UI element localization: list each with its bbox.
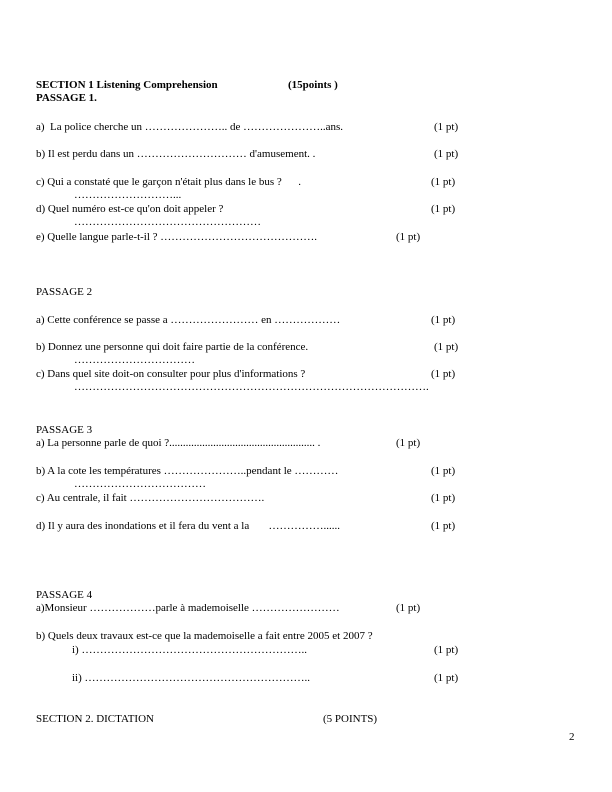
p3-question-b: b) A la cote les températures …………………..pendant le ………… [36,465,339,477]
p4-question-a: a)Monsieur ………………parle à mademoiselle …………………… [36,602,340,614]
p1-question-a-points: (1 pt) [434,121,459,133]
passage2-heading: PASSAGE 2 [36,286,93,298]
section2-points: (5 POINTS) [323,713,378,725]
p3-question-a-points: (1 pt) [396,437,421,449]
p1-question-d: d) Quel numéro est-ce qu'on doit appeler ? [36,203,224,215]
p3-question-d-points: (1 pt) [431,520,456,532]
p2-question-a-points: (1 pt) [431,314,456,326]
p1-question-c-answer-line: ………………………... [74,189,182,201]
section1-points: (15points ) [288,79,338,91]
p3-question-b-answer-line: ……………………………… [74,478,206,490]
p1-question-d-points: (1 pt) [431,203,456,215]
p2-question-c-answer-line: ……………………………………………………………………………………. [74,381,429,393]
p1-question-d-answer-line: …………………………………………… [74,216,261,228]
p4-question-b-item-i-points: (1 pt) [434,644,459,656]
p3-question-c-points: (1 pt) [431,492,456,504]
section2-title: SECTION 2. DICTATION [36,713,154,725]
p4-question-b-item-ii: ii) …………………………………………………….. [72,672,311,684]
p2-question-b-answer-line: …………………………… [74,354,195,366]
p4-question-a-points: (1 pt) [396,602,421,614]
p2-question-b: b) Donnez une personne qui doit faire partie de la conférence. [36,341,309,353]
p2-question-c: c) Dans quel site doit-on consulter pour plus d'informations ? [36,368,306,380]
p1-question-b: b) Il est perdu dans un ………………………… d'amusement. . [36,148,316,160]
p3-question-c: c) Au centrale, il fait ………………………………. [36,492,265,504]
p1-question-e-points: (1 pt) [396,231,421,243]
p3-question-a: a) La personne parle de quoi ?..................................................... . [36,437,321,449]
p2-question-b-points: (1 pt) [434,341,459,353]
p4-question-b-item-ii-points: (1 pt) [434,672,459,684]
passage3-heading: PASSAGE 3 [36,424,93,436]
p3-question-d: d) Il y aura des inondations et il fera du vent a la ……………...... [36,520,340,532]
p1-question-b-points: (1 pt) [434,148,459,160]
p1-question-a: a) La police cherche un ………………….. de …………………..ans. [36,121,344,133]
p4-question-b-item-i: i) …………………………………………………….. [72,644,307,656]
section1-title: SECTION 1 Listening Comprehension [36,79,218,91]
p1-question-c-points: (1 pt) [431,176,456,188]
page-number: 2 [569,731,575,743]
p1-question-c: c) Qui a constaté que le garçon n'était plus dans le bus ? . [36,176,301,188]
p2-question-c-points: (1 pt) [431,368,456,380]
passage1-heading: PASSAGE 1. [36,92,97,104]
p1-question-e: e) Quelle langue parle-t-il ? ……………………………………. [36,231,318,243]
passage4-heading: PASSAGE 4 [36,589,93,601]
p2-question-a: a) Cette conférence se passe a …………………… en ……………… [36,314,341,326]
p3-question-b-points: (1 pt) [431,465,456,477]
p4-question-b: b) Quels deux travaux est-ce que la mademoiselle a fait entre 2005 et 2007 ? [36,630,373,642]
